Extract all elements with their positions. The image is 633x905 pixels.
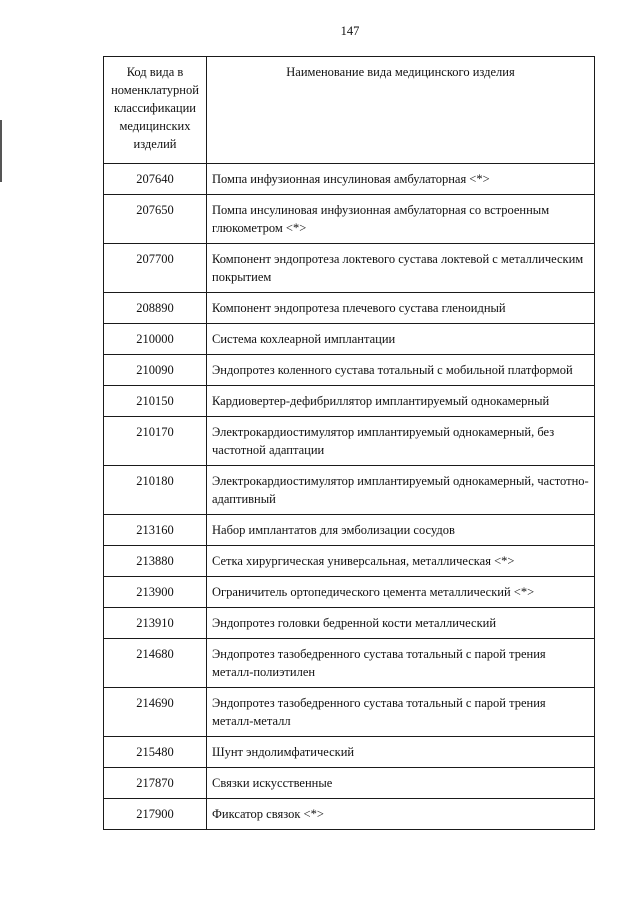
table-row [104,608,595,639]
table-header-row [104,57,595,164]
table-row [104,244,595,293]
row-code: 207650 [104,195,207,244]
row-code: 213160 [104,515,207,546]
row-code: 217900 [104,799,207,830]
row-name: Эндопротез тазобедренного сустава тотальный с парой трения металл-металл [207,688,595,737]
row-name: Эндопротез коленного сустава тотальный с мобильной платформой [207,355,595,386]
table-row [104,164,595,195]
row-name: Набор имплантатов для эмболизации сосудов [207,515,595,546]
table-row [104,577,595,608]
table-row [104,195,595,244]
row-code: 213910 [104,608,207,639]
row-code: 214690 [104,688,207,737]
table-row [104,355,595,386]
row-code: 210090 [104,355,207,386]
table-row [104,324,595,355]
table-row [104,768,595,799]
row-code: 207700 [104,244,207,293]
table-row [104,293,595,324]
table-row [104,515,595,546]
table-row [104,466,595,515]
row-name: Электрокардиостимулятор имплантируемый однокамерный, без частотной адаптации [207,417,595,466]
table-row [104,688,595,737]
row-name: Электрокардиостимулятор имплантируемый однокамерный, частотно-адаптивный [207,466,595,515]
row-name: Компонент эндопротеза локтевого сустава локтевой с металлическим покрытием [207,244,595,293]
row-name: Эндопротез головки бедренной кости металлический [207,608,595,639]
medical-devices-table [103,56,595,830]
row-code: 208890 [104,293,207,324]
row-name: Помпа инфузионная инсулиновая амбулаторная <*> [207,164,595,195]
table-row [104,417,595,466]
row-name: Ограничитель ортопедического цемента металлический <*> [207,577,595,608]
page-number: 147 [340,24,360,38]
row-code: 210000 [104,324,207,355]
row-code: 213880 [104,546,207,577]
row-code: 210150 [104,386,207,417]
row-code: 207640 [104,164,207,195]
row-code: 215480 [104,737,207,768]
table-row [104,639,595,688]
row-code: 213900 [104,577,207,608]
table-row [104,546,595,577]
table-row [104,386,595,417]
row-code: 214680 [104,639,207,688]
row-name: Компонент эндопротеза плечевого сустава гленоидный [207,293,595,324]
header-code: Код вида в номенклатурной классификации медицинских изделий [104,57,207,164]
row-name: Помпа инсулиновая инфузионная амбулаторная со встроенным глюкометром <*> [207,195,595,244]
row-code: 210170 [104,417,207,466]
row-name: Связки искусственные [207,768,595,799]
row-code: 217870 [104,768,207,799]
row-name: Шунт эндолимфатический [207,737,595,768]
table-body [104,164,595,830]
header-name: Наименование вида медицинского изделия [207,57,595,164]
row-name: Кардиовертер-дефибриллятор имплантируемый однокамерный [207,386,595,417]
row-code: 210180 [104,466,207,515]
row-name: Эндопротез тазобедренного сустава тотальный с парой трения металл-полиэтилен [207,639,595,688]
scan-margin-mark [0,120,2,182]
table-row [104,799,595,830]
table-row [104,737,595,768]
row-name: Сетка хирургическая универсальная, металлическая <*> [207,546,595,577]
row-name: Система кохлеарной имплантации [207,324,595,355]
row-name: Фиксатор связок <*> [207,799,595,830]
